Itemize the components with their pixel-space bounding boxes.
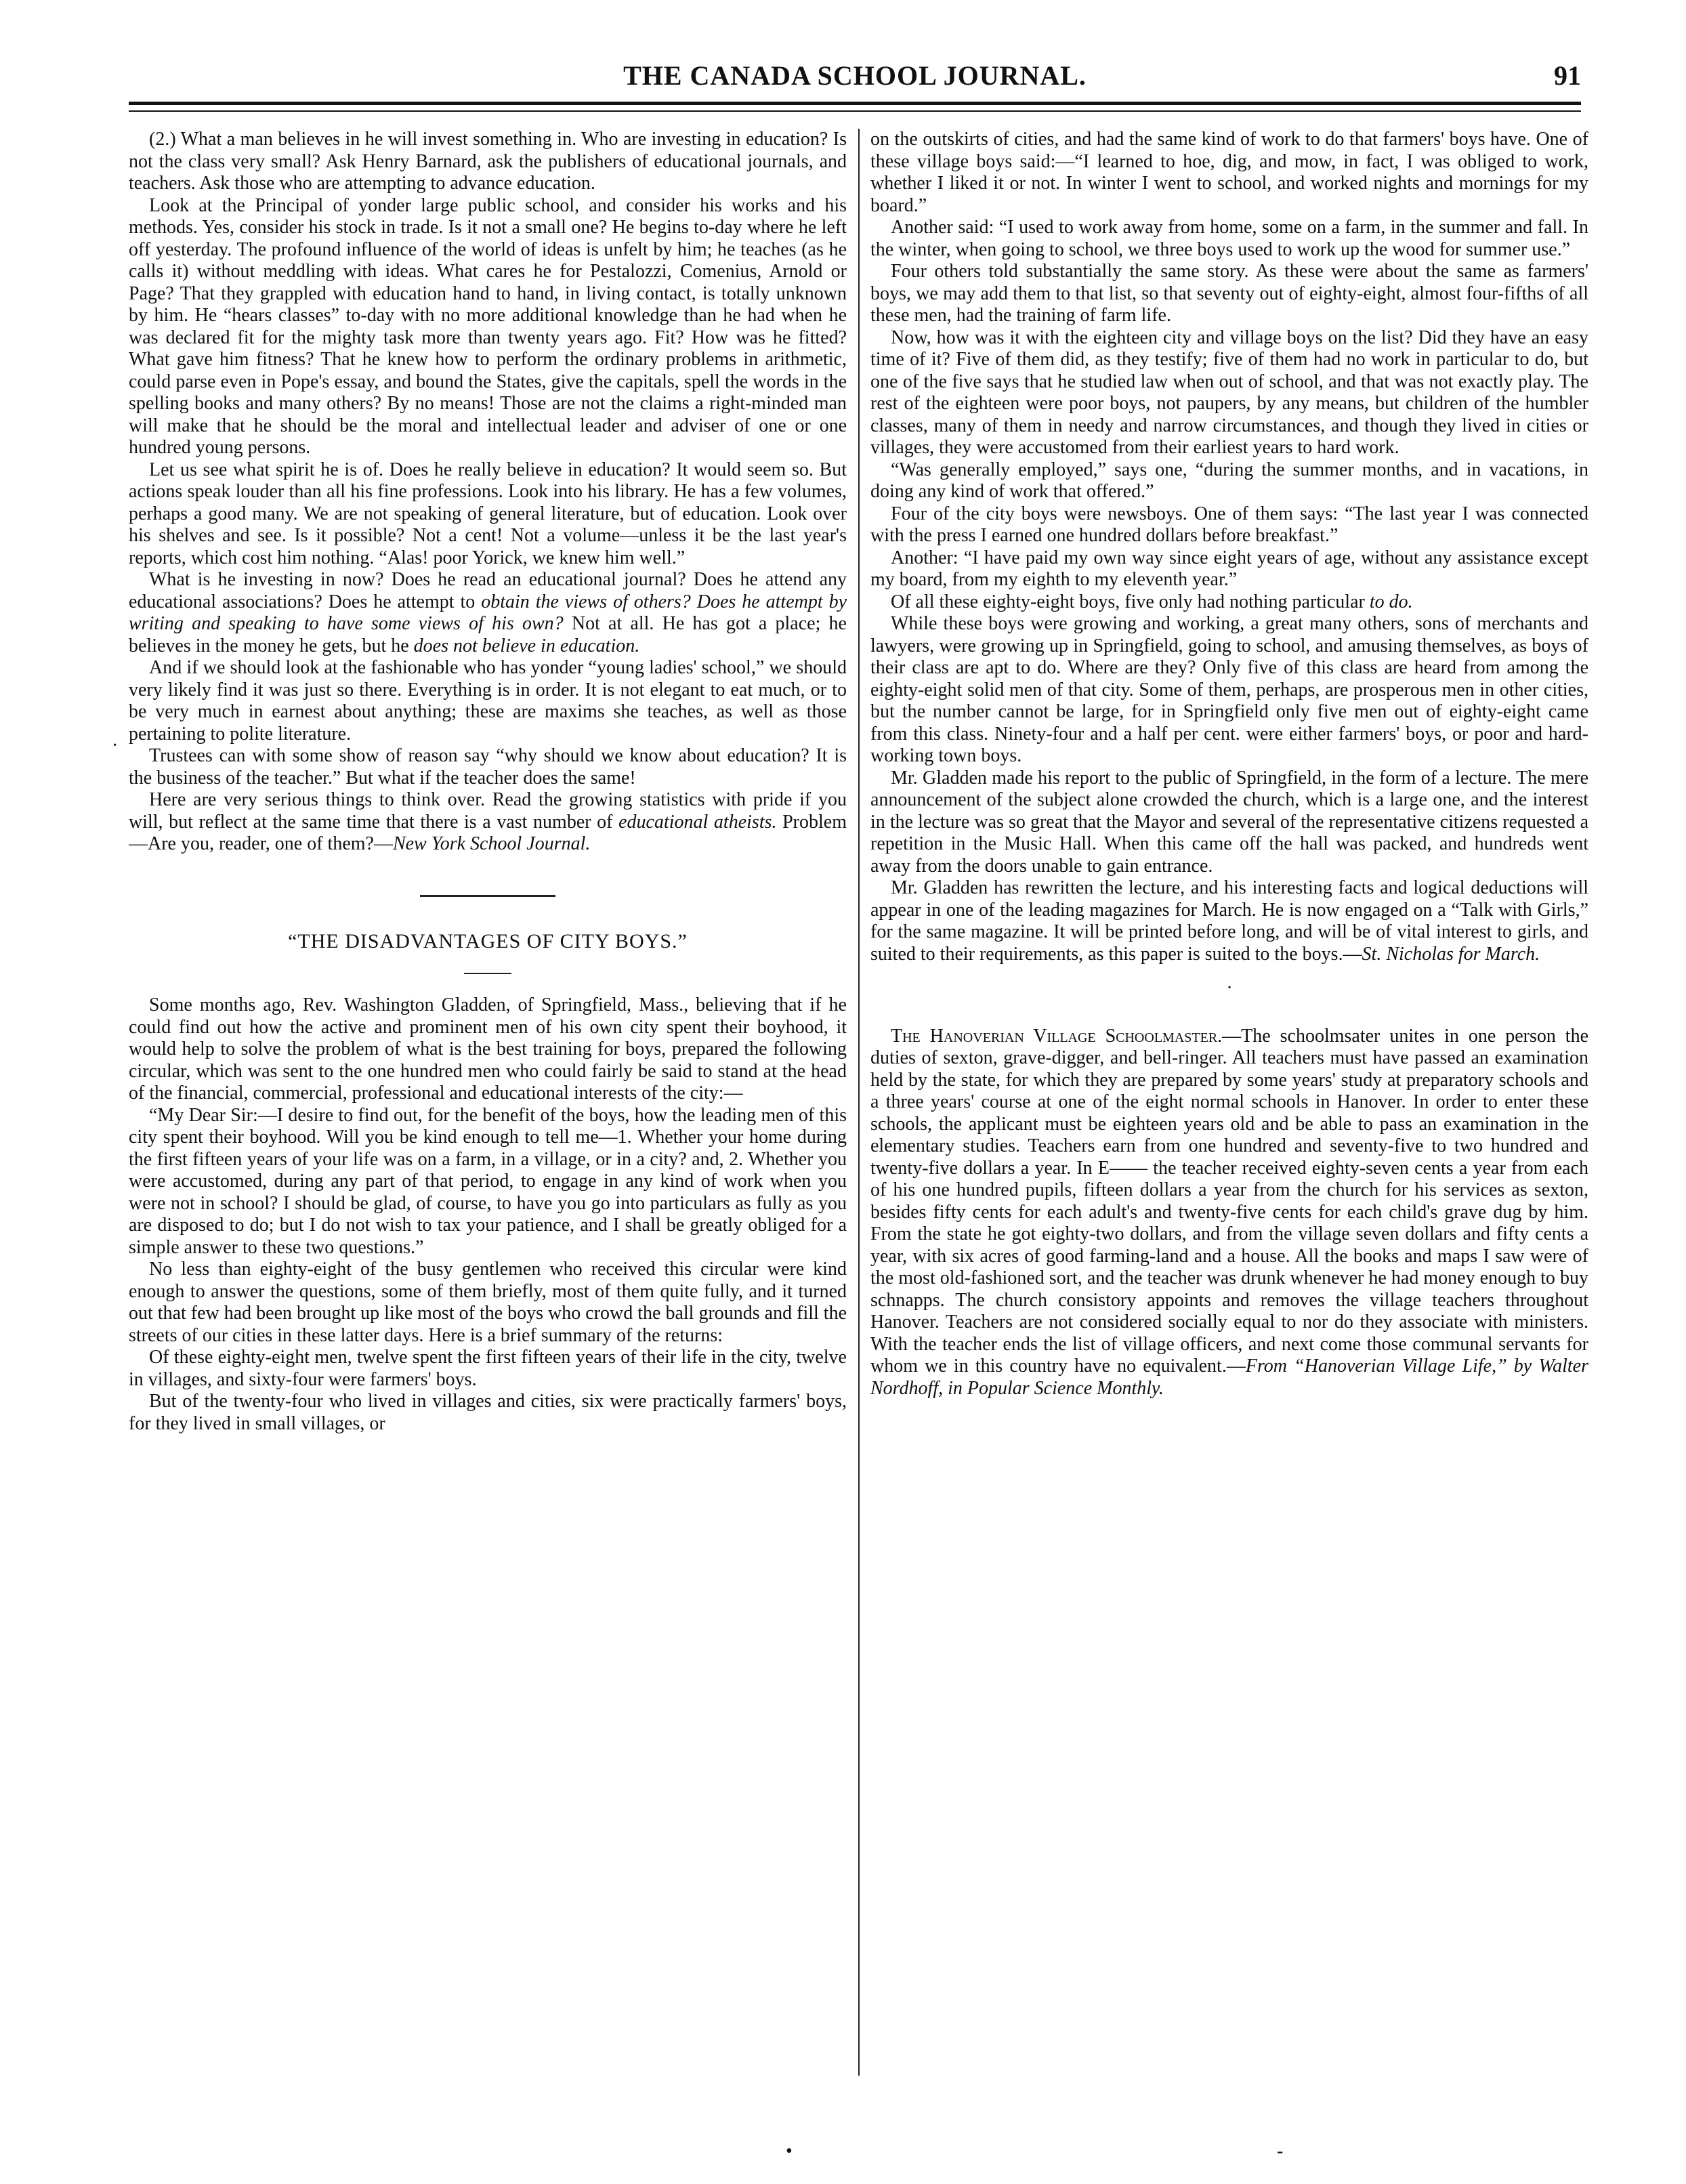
italic-run: St. Nicholas for March. (1362, 943, 1540, 965)
text-run: Of all these eighty-eight boys, five only had nothing particular (891, 591, 1370, 612)
paragraph: Of these eighty-eight men, twelve spent the first fifteen years of their life in the city, twelve in villages, and sixty-four were farmers' boys. (129, 1347, 847, 1390)
text-run: Here are very serious things to think over. Read the growing statistics with pride if you will, but reflect at the same time that there is a vast number of (129, 789, 847, 833)
paragraph: Another said: “I used to work away from home, some on a farm, in the summer and fall. In the winter, when going to school, we three boys used to work up the wood for summer use.” (870, 217, 1588, 260)
paragraph: “Was generally employed,” says one, “during the summer months, and in vacations, in doing any kind of work that offered.” (870, 459, 1588, 502)
header-rule-thin (129, 110, 1581, 112)
right-column (870, 129, 1588, 2082)
paragraph (870, 591, 1588, 614)
paragraph: Now, how was it with the eighteen city and village boys on the list? Did they have an easy time of it? Five of them did, as they testify; five of them had no work in particular to do, but one of the five says that he studied law when out of school, and that was not exactly play. The rest of the eighteen were poor boys, not paupers, by any means, but children of the humbler classes, many of them in needy and narrow circumstances, and though they lived in cities or villages, they were accustomed from their earliest years to hard work. (870, 327, 1588, 458)
footer-mark: - (1277, 2141, 1284, 2162)
paragraph (129, 569, 847, 657)
paragraph: (2.) What a man believes in he will invest something in. Who are investing in education? Is not the class very small? Ask Henry Barnard, ask the publishers of educational journals, and teachers. Ask those who are attempting to advance education. (129, 129, 847, 194)
paragraph: No less than eighty-eight of the busy gentlemen who received this circular were kind enough to answer the questions, some of them briefly, most of them quite fully, and it turned out that few had been brought up like most of the boys who crowd the ball grounds and fill the streets of our cities in these latter days. Here is a brief summary of the returns: (129, 1259, 847, 1346)
italic-run: From “Hanoverian Village Life,” by Walter Nordhoff, in Popular Science Monthly. (870, 1356, 1588, 1399)
paragraph (129, 789, 847, 856)
text-run: What is he investing in now? Does he read an educational journal? Does he attend any educational associations? Does he attempt to (129, 569, 847, 612)
paragraph: Let us see what spirit he is of. Does he really believe in education? It would seem so. But actions speak louder than all his fine professions. Look into his library. He has a few volumes, perhaps a good many. We are not speaking of general literature, but of education. Look over his shelves and see. Is it possible? Not a cent! Not a volume—unless it be the last year's reports, which cost him nothing. “Alas! poor Yorick, we knew him well.” (129, 459, 847, 568)
text-run: Problem—Are you, reader, one of them?— (129, 811, 847, 854)
paragraph: Some months ago, Rev. Washington Gladden, of Springfield, Mass., believing that if he could find out how the active and prominent men of his own city spent their boyhood, it would help to solve the problem of what is the best training for boys, prepared the following circular, which was sent to the one hundred men who could fairly be said to stand at the head of the financial, commercial, professional and educational interests of the city:— (129, 994, 847, 1104)
title-rule (464, 973, 511, 974)
paragraph: Another: “I have paid my own way since eight years of age, without any assistance except my board, from my eighth to my eleventh year.” (870, 547, 1588, 590)
run-in-head: The Hanoverian Village Schoolmaster. (891, 1025, 1223, 1047)
paragraph: Mr. Gladden made his report to the public of Springfield, in the form of a lecture. The mere announcement of the subject alone crowded the church, which is a large one, and the interest in the lecture was so great that the Mayor and several of the representative citizens requested a repetition in the Music Hall. When this came off the hall was packed, and hundreds went away from the doors unable to gain entrance. (870, 767, 1588, 877)
text-run: Not at all. He has got a place; he believes in the money he gets, but he (129, 613, 847, 656)
italic-run: New York School Journal. (392, 833, 591, 854)
paragraph: Four others told substantially the same story. As these were about the same as farmers' boys, we may add them to that list, so that seventy out of eighty-eight, almost four-fifths of all these men, had the training of farm life. (870, 261, 1588, 326)
paragraph: While these boys were growing and working, a great many others, sons of merchants and lawyers, were growing up in Springfield, going to school, and amusing themselves, as boys of their class are apt to do. Where are they? Only five of this class are heard from among the eighty-eight solid men of that city. Some of them, perhaps, are prosperous men in other cities, but the number cannot be large, for in Springfield only five men out of eighty-eight came from this class. Ninety-four and a half per cent. were either farmers' boys, or poor and hard-working town boys. (870, 613, 1588, 766)
paragraph: “My Dear Sir:—I desire to find out, for the benefit of the boys, how the leading men of this city spent their boyhood. Will you be kind enough to tell me—1. Whether your home during the first fifteen years of your life was on a farm, in a village, or in a city? and, 2. Whether you were accustomed, during any part of that period, to engage in any kind of work when you were not in school? I should be glad, of course, to have you go into particulars as fully as you are disposed to do; but I do not wish to tax your patience, and I shall be greatly obliged for a simple answer to these two questions.” (129, 1104, 847, 1258)
page-header (129, 60, 1581, 95)
italic-run: to do. (1369, 591, 1413, 612)
header-rule-thick (129, 102, 1581, 105)
paragraph (870, 877, 1588, 965)
section-divider (420, 895, 555, 897)
text-run: Mr. Gladden has rewritten the lecture, and his interesting facts and logical deductions will appear in one of the leading magazines for March. He is now engaged on a “Talk with Girls,” for the same magazine. It will be printed before long, and will be of vital interest to girls, and suited to their requirements, as this paper is suited to the boys.— (870, 877, 1588, 965)
column-divider (858, 129, 860, 2076)
article-title: “THE DISADVANTAGES OF CITY BOYS.” (288, 929, 688, 952)
paragraph: Trustees can with some show of reason say “why should we know about education? It is the business of the teacher.” But what if the teacher does the same! (129, 745, 847, 789)
separator-dot: · (1226, 978, 1233, 999)
footer-mark: • (786, 2141, 793, 2162)
paragraph: And if we should look at the fashionable who has yonder “young ladies' school,” we should very likely find it was just so there. Everything is in order. It is not elegant to eat much, or to be very much in earnest about anything; these are maxims she teaches, as well as those pertaining to polite literature. (129, 657, 847, 744)
italic-run: does not believe in education. (413, 635, 640, 656)
paragraph: on the outskirts of cities, and had the same kind of work to do that farmers' boys have. One of these village boys said:—“I learned to hoe, dig, and mow, in fact, I was obliged to work, whether I liked it or not. In winter I went to school, and worked nights and mornings for my board.” (870, 129, 1588, 216)
paragraph (870, 1026, 1588, 1400)
page-number: 91 (1554, 60, 1581, 91)
italic-run: educational atheists. (618, 811, 777, 833)
left-column (129, 129, 847, 2082)
text-run: —The schoolmsater unites in one person the duties of sexton, grave-digger, and bell-ringer. All teachers must have passed an examination held by the state, for which they are prepared by some years' study at preparatory schools and a three years' course at one of the eight normal schools in Hanover. In order to enter these schools, the applicant must be eighteen years old and be able to pass an examination in the elementary studies. Teachers earn from one hundred and seventy-five to two hundred and twenty-five dollars a year. In E—— the teacher received eighty-seven cents a year from each of his one hundred pupils, fifteen dollars a year from the church for his services as sexton, besides fifty cents for each adult's and twenty-five cents for each child's grave dug by him. From the state he got eighty-two dollars, and from the village seven dollars and fifty cents a year, with six acres of good farming-land and a house. All the books and maps I saw were of the most old-fashioned sort, and the teacher was drunk whenever he had money enough to buy schnapps. The church consistory appoints and removes the village teachers throughout Hanover. Teachers are not considered socially equal to nor do they associate with ministers. With the teacher ends the list of village officers, and next come those communal servants for whom we in this country have no equivalent.— (870, 1025, 1588, 1377)
italic-run: obtain the views of others? Does he attempt by writing and speaking to have some views of his own? (129, 591, 847, 634)
journal-title: THE CANADA SCHOOL JOURNAL. (623, 60, 1087, 91)
paragraph: Look at the Principal of yonder large public school, and consider his works and his methods. Yes, consider his stock in trade. Is it not a small one? He begins to-day where he left off yesterday. The profound influence of the world of ideas is unfelt by him; he teaches (as he calls it) without meddling with ideas. What cares he for Pestalozzi, Comenius, Arnold or Page? That they grappled with education hand to hand, in living contact, is totally unknown by him. He “hears classes” to-day with no more additional knowledge than he had when he was declared fit for the mighty task more than twenty years ago. Fit? How was he fitted? What gave him fitness? That he knew how to perform the ordinary problems in arithmetic, could parse even in Pope's essay, and bound the States, give the capitals, spell the words in the spelling books and many others? By no means! Those are not the claims a right-minded man will make that he should be the moral and intellectual leader and adviser of one or one hundred young persons. (129, 194, 847, 458)
paragraph: But of the twenty-four who lived in villages and cities, six were practically farmers' boys, for they lived in small villages, or (129, 1391, 847, 1434)
paragraph: Four of the city boys were newsboys. One of them says: “The last year I was connected with the press I earned one hundred dollars before breakfast.” (870, 503, 1588, 546)
margin-mark: · (112, 735, 119, 756)
